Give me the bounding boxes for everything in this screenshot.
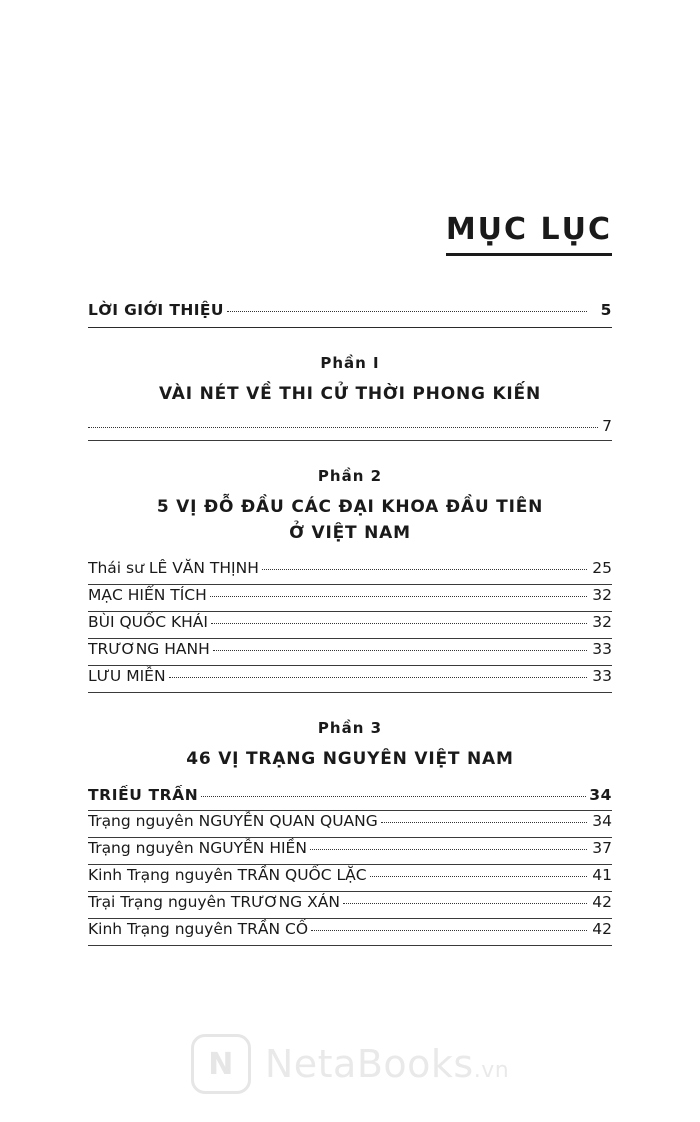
dot-leader	[262, 568, 587, 570]
watermark	[0, 1034, 700, 1094]
dot-leader	[213, 649, 587, 651]
part-heading	[88, 382, 612, 408]
toc-entry[interactable]	[88, 639, 612, 660]
toc-content	[88, 300, 612, 946]
dot-leader	[343, 902, 587, 904]
dot-leader	[169, 676, 587, 678]
dot-leader	[211, 622, 587, 624]
toc-entry-intro[interactable]	[88, 300, 612, 321]
divider	[88, 327, 612, 328]
toc-entry-label: TRIỀU TRẦN	[88, 785, 199, 804]
toc-group-part-3	[88, 785, 612, 947]
toc-entry-label: Kinh Trạng nguyên TRẦN QUỐC LẶC	[88, 866, 367, 885]
toc-entry-label: LƯU MIỄN	[88, 667, 166, 686]
toc-entry-page: 41	[592, 866, 612, 885]
page-title-wrap	[0, 212, 612, 256]
dot-leader	[311, 929, 587, 931]
page-title: MỤC LỤC	[446, 212, 612, 256]
toc-entry-page: 37	[592, 839, 612, 858]
dot-leader	[310, 848, 587, 850]
watermark-brand: NetaBooks	[264, 1042, 474, 1086]
toc-entry[interactable]	[88, 838, 612, 859]
toc-part-2	[88, 467, 612, 546]
watermark-suffix: .vn	[473, 1058, 510, 1083]
toc-entry[interactable]	[88, 666, 612, 687]
part-label: Phần 2	[317, 467, 383, 486]
part-heading	[88, 495, 612, 546]
netabooks-logo-icon: N	[191, 1034, 251, 1094]
divider	[88, 945, 612, 946]
toc-entry-label: Trại Trạng nguyên TRƯƠNG XÁN	[88, 893, 340, 912]
toc-entry-label: TRƯƠNG HANH	[88, 640, 210, 659]
toc-entry-label: Trạng nguyên NGUYỄN HIỀN	[88, 839, 307, 858]
toc-entry-page: 25	[592, 559, 612, 578]
toc-entry-label: LỜI GIỚI THIỆU	[88, 301, 224, 319]
divider	[88, 692, 612, 693]
toc-entry[interactable]	[88, 785, 612, 806]
watermark-text	[265, 1042, 509, 1086]
part-label: Phần 3	[317, 719, 383, 738]
toc-entry-page: 42	[592, 920, 612, 939]
toc-entry-page: 32	[592, 586, 612, 605]
toc-entry[interactable]	[88, 892, 612, 913]
toc-entry[interactable]	[88, 865, 612, 886]
toc-entry-label: BÙI QUỐC KHÁI	[88, 613, 208, 632]
toc-entry[interactable]	[88, 919, 612, 940]
part-heading-line2: Ở VIỆT NAM	[289, 522, 411, 543]
toc-entry[interactable]	[88, 612, 612, 633]
part-heading	[88, 747, 612, 773]
toc-entry-page: 5	[600, 301, 612, 319]
toc-group-part-2	[88, 558, 612, 693]
toc-entry-page: 33	[592, 640, 612, 659]
toc-entry-page: 42	[592, 893, 612, 912]
toc-entry-label: Kinh Trạng nguyên TRẦN CỐ	[88, 920, 309, 939]
toc-entry-label: MẠC HIỂN TÍCH	[88, 586, 207, 605]
toc-entry-page: 34	[589, 785, 612, 804]
dot-leader	[227, 310, 587, 312]
toc-part-1	[88, 354, 612, 408]
toc-entry-label: Thái sư LÊ VĂN THỊNH	[88, 559, 259, 578]
part-1-leader[interactable]	[88, 417, 612, 435]
dot-leader	[201, 795, 586, 797]
dot-leader	[370, 875, 587, 877]
toc-entry-page: 34	[592, 812, 612, 831]
dot-leader	[88, 426, 598, 428]
part-1-page: 7	[602, 417, 612, 436]
toc-entry[interactable]	[88, 558, 612, 579]
part-heading-line1: 46 VỊ TRẠNG NGUYÊN VIỆT NAM	[186, 749, 514, 770]
toc-entry-page: 32	[592, 613, 612, 632]
toc-entry[interactable]	[88, 585, 612, 606]
toc-entry[interactable]	[88, 811, 612, 832]
dot-leader	[381, 821, 587, 823]
part-heading-line1: VÀI NÉT VỀ THI CỬ THỜI PHONG KIẾN	[158, 383, 541, 404]
dot-leader	[210, 595, 587, 597]
part-heading-line1: 5 VỊ ĐỖ ĐẦU CÁC ĐẠI KHOA ĐẦU TIÊN	[156, 497, 544, 518]
toc-entry-page: 33	[592, 667, 612, 686]
toc-part-3	[88, 719, 612, 773]
part-label: Phần I	[320, 353, 380, 372]
toc-entry-label: Trạng nguyên NGUYỄN QUAN QUANG	[88, 812, 378, 831]
divider	[88, 440, 612, 441]
